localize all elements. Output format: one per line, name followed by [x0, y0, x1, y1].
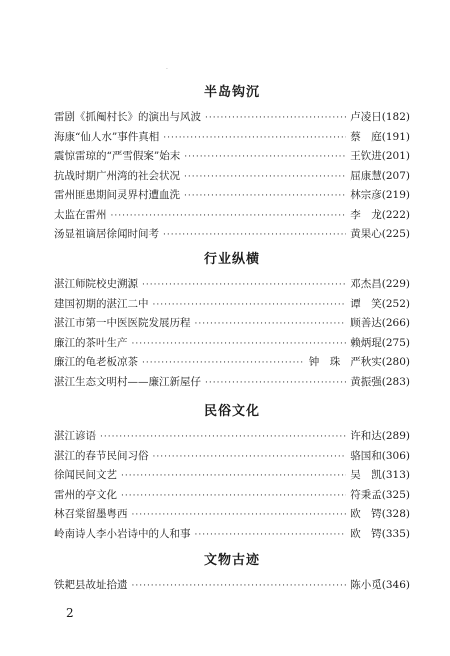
- toc-entry[interactable]: [54, 334, 410, 354]
- entry-title: 岭南诗人李小岩诗中的人和事: [54, 527, 191, 540]
- entry-title: 湛江的春节民间习俗: [54, 449, 149, 462]
- entry-author: 顾善达(266): [350, 317, 410, 329]
- page-number: 2: [66, 606, 74, 620]
- toc-entry[interactable]: [54, 167, 410, 187]
- entry-title: 林召棠留墨粤西: [54, 508, 128, 520]
- leader-dots: [111, 207, 347, 226]
- entry-author: 吴 凯(313): [350, 469, 410, 481]
- leader-dots: [184, 168, 346, 187]
- toc-entry[interactable]: [54, 206, 410, 226]
- toc-entry[interactable]: [54, 147, 410, 167]
- toc-entry[interactable]: [54, 486, 410, 506]
- section-hangye: [54, 251, 410, 392]
- leader-dots: [163, 129, 346, 148]
- toc-entry[interactable]: [54, 576, 410, 596]
- section-title: 行业纵横: [203, 252, 260, 267]
- leader-dots: [142, 354, 305, 373]
- entry-author: 蔡 庭(191): [350, 130, 410, 143]
- section-minsu: [54, 403, 410, 544]
- entry-author: 许和达(289): [350, 430, 410, 442]
- entry-author: 邓杰昌(229): [350, 278, 410, 290]
- leader-dots: [195, 315, 347, 334]
- entry-title: 建国初期的湛江二中: [54, 297, 149, 310]
- entry-title: 汤显祖谪居徐闻时间考: [54, 228, 159, 240]
- entry-title: 湛江生态文明村——廉江新屋仔: [54, 375, 201, 388]
- leader-dots: [121, 487, 346, 506]
- scan-mark: ·: [166, 66, 168, 73]
- toc-entry[interactable]: [54, 505, 410, 525]
- entry-title: 海康“仙人水”事件真相: [54, 130, 160, 143]
- leader-dots: [195, 526, 347, 545]
- toc-entry[interactable]: [54, 466, 410, 486]
- entry-title: 雷州匪患期间灵界村遭血洗: [54, 189, 180, 201]
- leader-dots: [132, 335, 347, 354]
- toc-entry[interactable]: [54, 225, 410, 245]
- entry-author: 李 龙(222): [350, 208, 410, 221]
- entry-title: 震惊雷琼的“严雪假案”始末: [54, 150, 181, 162]
- section-title: 民俗文化: [203, 404, 260, 419]
- toc-entry[interactable]: [54, 373, 410, 393]
- entry-title: 廉江的茶叶生产: [54, 336, 128, 349]
- section-wenwu: [54, 552, 410, 596]
- leader-dots: [142, 276, 346, 295]
- entry-author: 王钦进(201): [350, 150, 410, 162]
- toc-entry[interactable]: [54, 128, 410, 148]
- toc-entry[interactable]: [54, 525, 410, 545]
- entry-author: 严秋实(280): [350, 356, 410, 368]
- entry-title: 抗战时期广州湾的社会状况: [54, 169, 180, 182]
- entry-author: 卢凌日(182): [350, 111, 410, 123]
- leader-dots: [205, 109, 346, 128]
- entry-title: 雷州的亭文化: [54, 488, 117, 501]
- entry-author: 陈小觅(346): [350, 579, 410, 591]
- entry-title: 徐闻民间文艺: [54, 469, 117, 481]
- leader-dots: [121, 467, 346, 486]
- entry-author: 谭 笑(252): [350, 297, 410, 310]
- entry-author: 黄振强(283): [350, 375, 410, 388]
- leader-dots: [153, 296, 347, 315]
- toc-entry[interactable]: [54, 353, 410, 373]
- toc-entry[interactable]: [54, 447, 410, 467]
- leader-dots: [184, 148, 346, 167]
- toc-entry[interactable]: [54, 427, 410, 447]
- leader-dots: [132, 577, 347, 596]
- leader-dots: [205, 374, 346, 393]
- entry-author: 赖炳琨(275): [350, 336, 410, 349]
- entry-author: 黄果心(225): [350, 228, 410, 240]
- leader-dots: [100, 428, 346, 447]
- section-title: 半岛钩沉: [203, 85, 260, 100]
- entry-author: 符秉孟(325): [350, 488, 410, 501]
- toc-entry[interactable]: [54, 295, 410, 315]
- toc-entry[interactable]: [54, 108, 410, 128]
- section-bandao: [54, 84, 410, 245]
- entry-author: 骆国和(306): [350, 449, 410, 462]
- entry-title: 太监在雷州: [54, 208, 107, 221]
- entry-title: 铁耙县故址拾遗: [54, 579, 128, 591]
- leader-dots: [163, 226, 346, 245]
- entry-author: 林宗彦(219): [350, 189, 410, 201]
- toc-entry[interactable]: [54, 314, 410, 334]
- leader-dots: [153, 448, 347, 467]
- entry-title: 湛江师院校史溯源: [54, 278, 138, 290]
- entry-title: 雷剧《抓阄村长》的演出与风波: [54, 111, 201, 123]
- entry-coauthor: 钟 珠: [308, 356, 341, 368]
- entry-title: 廉江的龟老板凉茶: [54, 356, 138, 368]
- entry-title: 湛江市第一中医医院发展历程: [54, 317, 191, 329]
- toc-entry[interactable]: [54, 186, 410, 206]
- section-title: 文物古迹: [203, 553, 260, 568]
- entry-title: 湛江谚语: [54, 430, 96, 442]
- toc-entry[interactable]: [54, 275, 410, 295]
- leader-dots: [184, 187, 346, 206]
- entry-author: 欧 锷(335): [350, 527, 410, 540]
- entry-author: 屈康慧(207): [350, 169, 410, 182]
- entry-author: 欧 锷(328): [350, 508, 410, 520]
- leader-dots: [132, 506, 347, 525]
